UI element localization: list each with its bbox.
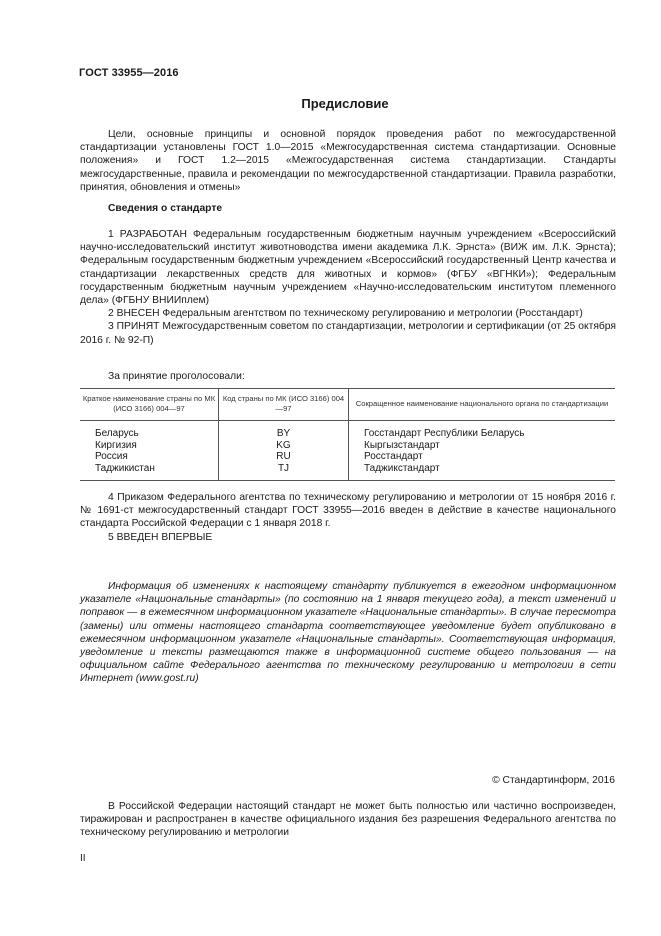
header-national-body: Сокращенное наименование национального органа по стандартизации [349,389,616,421]
legal-notice [80,800,616,840]
votes-table [80,388,615,481]
info-item-1: 1 РАЗРАБОТАН Федеральным государственным бюджетным научным учреждением «Всероссийский научно-исследовательский институт животноводства имени академика Л.К. Эрнста» (ВИЖ им. Л.К. Эрнста); Федеральным государственным бюджетным учреждением «Всероссийский государственный Центр качества и стандартизации лекарственных средств для животных и кормов» (ФГБУ «ВГНКИ»); Федеральным государственным бюджетным научным учреждением «Научно-исследовательским институтом племенного дела» (ФГБНУ ВНИИплем) [80,229,616,307]
info-item-3: 3 ПРИНЯТ Межгосударственным советом по стандартизации, метрологии и сертификации (от 25 октября 2016 г. № 92-П) [80,321,616,346]
info-notice-text: Информация об изменениях к настоящему стандарту публикуется в ежегодном информационном указателе «Национальные стандарты» (по состоянию на 1 января текущего года), а текст изменений и поправок — в ежемесячном информационном указателе «Национальные стандарты». В случае пересмотра (замены) или отмены настоящего стандарта соответствующее уведомление будет опубликовано в ежемесячном информационном указателе «Национальные стандарты». Соответствующая информация, уведомление и тексты размещаются также в информационной системе общего пользования — на официальном сайте Федерального агентства по техническому регулированию и метрологии в сети Интернет (www.gost.ru) [80,581,616,685]
intro-text: Цели, основные принципы и основной порядок проведения работ по межгосударственной стандартизации установлены ГОСТ 1.0—2015 «Межгосударственная система стандартизации. Основные положения» и ГОСТ 1.2—2015 «Межгосударственная система стандартизации. Стандарты межгосударственные, правила и рекомендации по межгосударственной стандартизации. Правила разработки, принятия, обновления и отмены» [80,129,616,193]
country-code: TJ [219,463,349,481]
country-code: BY [219,421,349,440]
page-number: II [80,853,86,864]
country-name: Таджикистан [80,463,219,481]
table-row [80,451,615,463]
national-body: Росстандарт [349,451,616,463]
country-code: KG [219,440,349,452]
country-name: Киргизия [95,439,137,451]
standard-info-heading: Сведения о стандарте [108,203,223,214]
item-5: 5 ВВЕДЕН ВПЕРВЫЕ [108,531,213,543]
national-body: Госстандарт Республики Беларусь [349,421,616,440]
intro-paragraph [80,128,616,194]
header-country-code: Код страны по МК (ИСО 3166) 004—97 [219,389,349,421]
table-row [80,463,615,481]
info-item-2: 2 ВНЕСЕН Федеральным агентством по техническому регулированию и метрологии (Росстандарт) [108,308,583,320]
table-row [80,421,615,440]
legal-notice-text: В Российской Федерации настоящий стандарт не может быть полностью или частично воспроизведен, тиражирован и распространен в качестве официального издания без разрешения Федерального агентства по техническому регулированию и метрологии [80,801,616,839]
header-country-name: Краткое наименование страны по МК (ИСО 3166) 004—97 [80,389,219,421]
info-notice [80,580,616,686]
page-title: Предисловие [301,96,389,111]
table-row [80,440,615,452]
country-code: RU [219,451,349,463]
item-4: 4 Приказом Федерального агентства по техническому регулированию и метрологии от 15 ноября 2016 г. № 1691-ст межгосударственный стандарт ГОСТ 33955—2016 введен в действие в качестве национального стандарта Российской Федерации с 1 января 2018 г. [80,492,616,530]
votes-table-header [80,389,615,421]
copyright: © Стандартинформ, 2016 [492,775,615,786]
votes-intro: За принятие проголосовали: [108,371,245,382]
adoption-items [80,491,616,544]
country-name: Беларусь [95,428,139,439]
national-body: Таджикстандарт [349,463,616,481]
national-body: Кыргызстандарт [349,440,616,452]
country-name: Россия [95,451,128,462]
standard-info-items [80,228,616,347]
document-code: ГОСТ 33955—2016 [79,67,179,79]
